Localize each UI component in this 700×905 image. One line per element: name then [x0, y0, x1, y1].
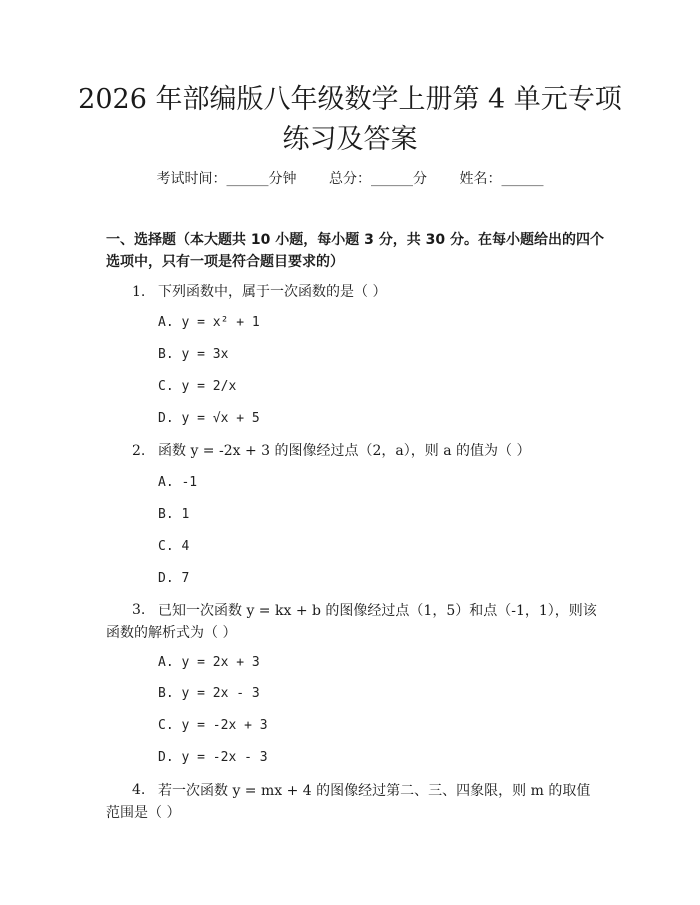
question-1-option-d: D. y = √x + 5	[158, 411, 260, 426]
title-line-2: 练习及答案	[282, 124, 418, 155]
exam-time-field: 考试时间：______分钟	[156, 171, 297, 187]
question-2-option-b: B. 1	[158, 507, 190, 522]
question-stem: 已知一次函数 y = kx + b 的图像经过点（1，5）和点（-1，1），则该函数的解析式为（ ）	[106, 603, 597, 641]
question-stem: 若一次函数 y = mx + 4 的图像经过第二、三、四象限，则 m 的取值范围是（ ）	[106, 783, 591, 821]
student-name-field: 姓名：______	[459, 171, 544, 187]
question-3-option-a: A. y = 2x + 3	[158, 655, 260, 670]
question-1-option-a: A. y = x² + 1	[158, 315, 260, 330]
question-number: 1.	[132, 284, 146, 300]
question-stem: 下列函数中，属于一次函数的是（ ）	[158, 284, 387, 300]
total-score-field: 总分：______分	[329, 171, 427, 187]
question-number: 4.	[132, 782, 146, 798]
question-stem: 函数 y = -2x + 3 的图像经过点（2，a），则 a 的值为（ ）	[158, 443, 531, 459]
question-2-option-c: C. 4	[158, 539, 190, 554]
exam-info-line	[0, 168, 700, 188]
question-3-option-d: D. y = -2x - 3	[158, 750, 268, 765]
page-title	[60, 80, 640, 160]
question-2-option-d: D. 7	[158, 571, 190, 586]
question-3-option-b: B. y = 2x - 3	[158, 686, 260, 701]
question-number: 2.	[132, 443, 146, 459]
question-2-option-a: A. -1	[158, 475, 198, 490]
question-1-option-b: B. y = 3x	[158, 347, 229, 362]
question-1-option-c: C. y = 2/x	[158, 379, 237, 394]
question-3-option-c: C. y = -2x + 3	[158, 718, 268, 733]
section-heading-multiple-choice: 一、选择题（本大题共 10 小题，每小题 3 分，共 30 分。在每小题给出的四个选项中，只有一项是符合题目要求的）	[106, 232, 604, 270]
title-line-1: 2026 年部编版八年级数学上册第 4 单元专项	[78, 84, 622, 115]
question-number: 3.	[132, 602, 146, 618]
